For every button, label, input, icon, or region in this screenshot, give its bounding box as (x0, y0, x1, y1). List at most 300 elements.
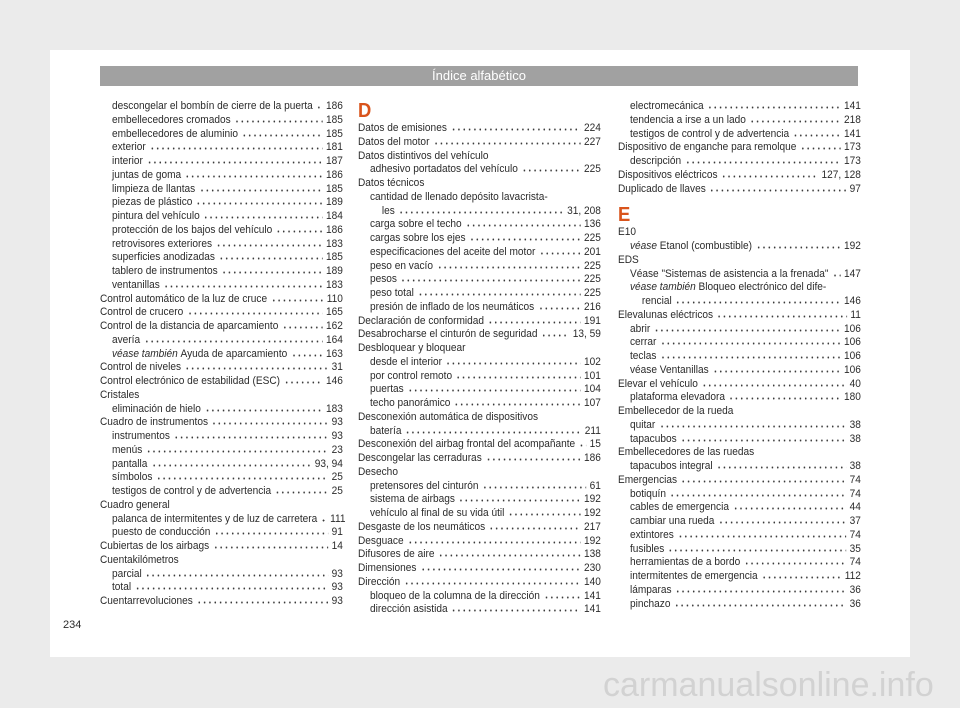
entry-page-numbers: 93 (331, 595, 343, 607)
entry-text: ventanillas (111, 278, 160, 291)
dot-leader (744, 562, 846, 565)
entry-page-numbers: 102 (583, 355, 601, 368)
entry-page-numbers: 36 (849, 597, 861, 610)
entry-label (618, 405, 733, 419)
entry-page-numbers: 104 (583, 383, 601, 396)
index-entry (358, 383, 601, 397)
entry-text: Control de crucero (100, 306, 184, 319)
index-entry (100, 238, 343, 252)
entry-page-numbers: 211 (584, 424, 601, 437)
index-entry (100, 334, 343, 348)
index-column-3 (618, 100, 861, 611)
entry-label (630, 281, 826, 295)
dot-leader (147, 161, 323, 164)
dot-leader (145, 574, 327, 577)
entry-label (112, 183, 195, 197)
entry-page-numbers: 138 (583, 548, 601, 561)
entry-page-numbers: 107 (583, 397, 601, 409)
entry-label (112, 581, 131, 595)
entry-label (112, 279, 160, 293)
entry-label (630, 570, 758, 584)
entry-label (370, 191, 548, 205)
entry-text: sistema de airbags (369, 493, 455, 506)
entry-label (618, 254, 639, 268)
index-entry (358, 136, 601, 150)
index-entry (618, 570, 861, 584)
entry-label (358, 562, 417, 576)
entry-text: EDS (618, 253, 639, 266)
index-entry (100, 100, 343, 114)
entry-text: vehículo al final de su vida útil (369, 507, 505, 519)
entry-text: botiquín (629, 487, 666, 500)
dot-leader (675, 590, 846, 593)
entry-label (618, 169, 718, 183)
index-entry (100, 224, 343, 238)
entry-text: limpieza de llantas (111, 182, 196, 195)
entry-page-numbers: 140 (583, 575, 601, 588)
entry-label (370, 260, 433, 274)
dot-leader (668, 549, 846, 552)
entry-page-numbers: 191 (583, 314, 601, 327)
entry-text: retrovisores exteriores (111, 237, 213, 250)
entry-text: Dispositivos eléctricos (618, 168, 718, 181)
index-entry (100, 361, 343, 375)
entry-text: menús (111, 443, 143, 456)
entry-page-numbers: 225 (583, 273, 601, 286)
entry-label (358, 438, 575, 452)
index-entry (100, 554, 343, 568)
index-entry (618, 240, 861, 254)
entry-label (358, 521, 485, 535)
entry-text: Dirección (358, 575, 401, 588)
entry-page-numbers: 184 (325, 210, 343, 222)
entry-text: embellecedores de aluminio (111, 127, 238, 140)
index-entry (100, 348, 343, 362)
entry-page-numbers: 218 (843, 113, 861, 126)
dot-leader (678, 535, 846, 538)
entry-label (100, 389, 139, 403)
entry-text: carga sobre el techo (369, 218, 462, 231)
dot-leader (674, 604, 846, 607)
dot-leader (544, 596, 581, 599)
entry-text: Control de la distancia de aparcamiento (100, 320, 279, 332)
entry-text: exterior (111, 141, 146, 154)
entry-text: cantidad de llenado depósito lavacrista- (369, 190, 548, 203)
entry-text: pretensores del cinturón (369, 479, 479, 492)
entry-page-numbers: 146 (325, 375, 343, 387)
entry-page-numbers: 227 (583, 135, 601, 148)
entry-label (618, 141, 796, 155)
entry-text: Descongelar las cerraduras (358, 452, 482, 464)
entry-page-numbers: 61 (589, 479, 601, 492)
index-entry (358, 480, 601, 494)
index-entry (100, 526, 343, 540)
entry-label (358, 411, 538, 425)
entry-label (100, 306, 183, 320)
dot-leader (221, 271, 322, 274)
entry-text: bloqueo de la columna de la dirección (369, 589, 540, 602)
entry-text: interior (111, 155, 143, 167)
entry-label (100, 416, 208, 430)
entry-text: superficies anodizadas (111, 251, 215, 264)
index-entry (358, 521, 601, 535)
entry-page-numbers: 217 (583, 520, 601, 533)
entry-text: descripción (629, 155, 682, 167)
entry-text: cables de emergencia (629, 501, 729, 514)
entry-text: especificaciones del aceite del motor (369, 245, 536, 258)
dot-leader (420, 568, 580, 571)
entry-page-numbers: 13, 59 (572, 328, 601, 341)
entry-label (630, 391, 725, 405)
index-entry (100, 155, 343, 169)
dot-leader (707, 106, 840, 109)
entry-label (630, 114, 746, 128)
index-entry (618, 446, 861, 460)
index-entry (100, 320, 343, 334)
page-title: Índice alfabético (432, 68, 526, 83)
entry-label (112, 568, 142, 582)
entry-text: Dispositivo de enganche para remolque (618, 141, 797, 154)
index-entry (358, 163, 601, 177)
index-entry (358, 438, 601, 452)
index-entry (100, 293, 343, 307)
dot-leader (321, 519, 327, 522)
entry-page-numbers: 225 (583, 287, 601, 299)
index-letter-heading: E (618, 204, 631, 227)
index-entry (358, 548, 601, 562)
entry-text: Embellecedor de la rueda (618, 405, 734, 417)
entry-label (370, 163, 518, 177)
entry-page-numbers: 183 (325, 278, 343, 291)
entry-label (370, 425, 402, 439)
dot-leader (508, 513, 580, 516)
entry-page-numbers: 185 (325, 182, 343, 195)
entry-text: intermitentes de emergencia (629, 570, 758, 582)
entry-label (370, 301, 534, 315)
index-entry (358, 507, 601, 521)
entry-text: peso total (369, 287, 414, 299)
entry-label (112, 526, 210, 540)
entry-page-numbers: 38 (849, 432, 861, 445)
entry-page-numbers: 97 (849, 182, 861, 195)
entry-label (630, 268, 828, 282)
entry-page-numbers: 225 (583, 163, 601, 176)
index-entry (100, 375, 343, 389)
entry-page-numbers: 192 (583, 534, 601, 547)
entry-label (370, 383, 404, 397)
entry-text: abrir (629, 322, 651, 335)
dot-leader (405, 431, 581, 434)
entry-label (100, 320, 278, 334)
dot-leader (750, 120, 841, 123)
dot-leader (660, 342, 840, 345)
entry-text: cambiar una rueda (629, 515, 715, 527)
dot-leader (156, 477, 328, 480)
entry-text: pantalla (111, 457, 148, 470)
dot-leader (219, 257, 323, 260)
entry-label (630, 584, 672, 598)
entry-page-numbers: 185 (325, 113, 343, 126)
dot-leader (196, 601, 327, 604)
index-entry (358, 177, 601, 191)
entry-label (618, 378, 698, 392)
entry-text: lámparas (629, 583, 672, 596)
index-entry (618, 543, 861, 557)
dot-leader (203, 216, 322, 219)
entry-text: Elevalunas eléctricos (618, 308, 714, 321)
entry-page-numbers: 31 (331, 361, 343, 374)
entry-text: Embellecedores de las ruedas (618, 446, 755, 459)
dot-leader (205, 409, 323, 412)
entry-page-numbers: 164 (325, 333, 343, 346)
dot-leader (135, 587, 328, 590)
entry-page-numbers: 162 (325, 320, 343, 332)
entry-label (370, 590, 540, 604)
entry-label (100, 540, 209, 554)
entry-text: plataforma elevadora (629, 391, 726, 404)
entry-text: pesos (369, 273, 397, 286)
entry-text: Cuentarrevoluciones (100, 595, 193, 607)
entry-label (112, 334, 140, 348)
dot-leader (489, 527, 580, 530)
entry-label (370, 356, 442, 370)
entry-page-numbers: 25 (331, 485, 343, 497)
entry-page-numbers: 173 (843, 141, 861, 154)
dot-leader (451, 128, 581, 131)
index-entry (100, 581, 343, 595)
entry-text: Duplicado de llaves (618, 182, 706, 195)
entry-page-numbers: 186 (325, 100, 343, 112)
entry-label (370, 287, 414, 301)
entry-text: cargas sobre los ejes (369, 232, 466, 244)
index-entry (618, 433, 861, 447)
entry-label (100, 293, 267, 307)
index-entry (358, 315, 601, 329)
dot-leader (702, 384, 846, 387)
entry-page-numbers: 186 (325, 223, 343, 236)
dot-leader (199, 189, 322, 192)
entry-label (112, 169, 181, 183)
dot-leader (187, 312, 322, 315)
dot-leader (660, 356, 840, 359)
entry-page-numbers: 74 (849, 473, 861, 486)
entry-text: descongelar el bombín de cierre de la puerta (111, 100, 313, 112)
dot-leader (275, 491, 328, 494)
index-entry (100, 416, 343, 430)
dot-leader (485, 458, 580, 461)
dot-leader (185, 175, 322, 178)
entry-page-numbers: 183 (325, 402, 343, 415)
dot-leader (488, 321, 581, 324)
entry-label (358, 122, 447, 136)
dot-leader (212, 422, 328, 425)
entry-text: electromecánica (629, 100, 704, 112)
entry-text: Desconexión automática de dispositivos (358, 410, 539, 423)
index-entry (100, 389, 343, 403)
index-entry (618, 488, 861, 502)
entry-page-numbers: 93 (331, 416, 343, 429)
entry-label (370, 603, 448, 617)
entry-label (370, 273, 397, 287)
index-entry (358, 603, 601, 617)
index-entry (100, 114, 343, 128)
entry-label (618, 183, 706, 197)
entry-label (630, 323, 650, 337)
entry-text: techo panorámico (369, 397, 451, 409)
entry-text: Ayuda de aparcamiento (180, 347, 288, 360)
entry-text: avería (111, 333, 141, 346)
entry-text: tablero de instrumentos (111, 265, 218, 277)
entry-page-numbers: 74 (849, 528, 861, 541)
entry-page-numbers: 185 (325, 127, 343, 140)
index-entry (618, 268, 861, 282)
entry-label (358, 177, 424, 191)
index-entry (618, 501, 861, 515)
entry-page-numbers: 38 (849, 418, 861, 431)
index-letter-heading: D (358, 100, 372, 122)
entry-text: quitar (629, 418, 656, 431)
index-entry (618, 515, 861, 529)
dot-leader (456, 376, 581, 379)
entry-text-continuation: les (381, 204, 395, 217)
index-entry (358, 590, 601, 604)
entry-page-numbers: 74 (849, 556, 861, 569)
index-entry (358, 273, 601, 287)
dot-leader (800, 147, 840, 150)
entry-page-numbers: 40 (849, 377, 861, 390)
entry-text: Cuadro de instrumentos (100, 416, 209, 429)
entry-label (112, 196, 192, 210)
watermark: carmanualsonline.info (603, 666, 934, 704)
entry-label (112, 513, 317, 527)
dot-leader (446, 362, 581, 365)
entry-page-numbers: 230 (583, 562, 601, 574)
entry-text: desde el interior (369, 355, 442, 368)
dot-leader (459, 499, 581, 502)
index-entry (358, 562, 601, 576)
dot-leader (717, 315, 847, 318)
entry-label (370, 507, 504, 521)
entry-page-numbers: 15 (589, 438, 601, 451)
dot-leader (234, 120, 322, 123)
dot-leader (579, 444, 586, 447)
entry-page-numbers: 111 (330, 512, 346, 525)
entry-page-numbers: 225 (583, 259, 601, 272)
entry-text: Elevar el vehículo (618, 377, 698, 390)
dot-leader (216, 244, 323, 247)
entry-text: Declaración de conformidad (358, 314, 485, 327)
entry-text: dirección asistida (369, 603, 448, 616)
entry-text: Cubiertas de los airbags (100, 540, 210, 552)
dot-leader (316, 106, 322, 109)
index-entry (358, 191, 601, 205)
entry-text: pintura del vehículo (111, 210, 200, 222)
entry-label (358, 315, 484, 329)
dot-leader (282, 326, 322, 329)
dot-leader (709, 189, 845, 192)
index-entry (618, 405, 861, 419)
index-entry (358, 260, 601, 274)
index-entry (618, 254, 861, 268)
dot-leader (670, 494, 846, 497)
index-entry (100, 196, 343, 210)
entry-label (100, 499, 170, 513)
entry-page-numbers: 36 (849, 583, 861, 596)
dot-leader (437, 266, 581, 269)
entry-page-numbers: 141 (843, 127, 861, 140)
entry-text: parcial (111, 567, 142, 580)
index-column-1 (100, 100, 346, 609)
index-entry (358, 466, 601, 480)
entry-label (382, 205, 395, 219)
entry-label (630, 433, 677, 447)
index-entry (358, 452, 601, 466)
entry-text: Desecho (358, 465, 398, 478)
entry-label (618, 226, 636, 240)
entry-label (370, 218, 462, 232)
index-entry (358, 397, 601, 411)
entry-label (112, 444, 142, 458)
entry-see-also-prefix: véase también (629, 281, 696, 294)
index-entry (618, 378, 861, 392)
dot-leader (538, 307, 580, 310)
entry-text: Véase "Sistemas de asistencia a la frenada" (629, 267, 829, 280)
entry-text: Control automático de la luz de cruce (100, 292, 268, 305)
entry-text: palanca de intermitentes y de luz de carretera (111, 512, 318, 525)
entry-label (100, 361, 181, 375)
entry-text: embellecedores cromados (111, 113, 231, 126)
entry-text: teclas (629, 350, 657, 362)
index-entry (100, 568, 343, 582)
entry-text: total (111, 581, 132, 594)
index-entry (618, 169, 861, 183)
index-entry (618, 141, 861, 155)
dot-leader (681, 480, 846, 483)
dot-leader (407, 389, 580, 392)
entry-see-also-prefix: véase (629, 240, 657, 252)
index-entry (618, 598, 861, 612)
entry-page-numbers: 141 (583, 589, 601, 602)
entry-text: cerrar (629, 336, 657, 349)
entry-label (630, 155, 681, 169)
dot-leader (522, 169, 581, 172)
index-entry (358, 576, 601, 590)
index-entry (358, 493, 601, 507)
entry-page-numbers: 93 (331, 430, 343, 442)
entry-text: tendencia a irse a un lado (629, 113, 746, 126)
index-entry (100, 444, 343, 458)
entry-label (630, 501, 729, 515)
index-entry (100, 169, 343, 183)
dot-leader (712, 370, 840, 373)
entry-label (618, 446, 754, 460)
index-entry (100, 265, 343, 279)
entry-page-numbers: 136 (583, 218, 601, 231)
entry-page-numbers: 141 (843, 100, 861, 112)
entry-label (642, 295, 672, 309)
entry-page-numbers: 186 (325, 168, 343, 181)
entry-text: Datos técnicos (358, 177, 425, 189)
entry-text: juntas de goma (111, 168, 182, 181)
entry-page-numbers: 106 (843, 322, 861, 335)
entry-page-numbers: 106 (843, 336, 861, 349)
entry-label (112, 238, 212, 252)
entry-label (358, 576, 400, 590)
entry-label (112, 458, 147, 472)
entry-label (618, 474, 677, 488)
entry-text: Datos de emisiones (358, 122, 447, 134)
index-entry-continuation (358, 205, 601, 219)
